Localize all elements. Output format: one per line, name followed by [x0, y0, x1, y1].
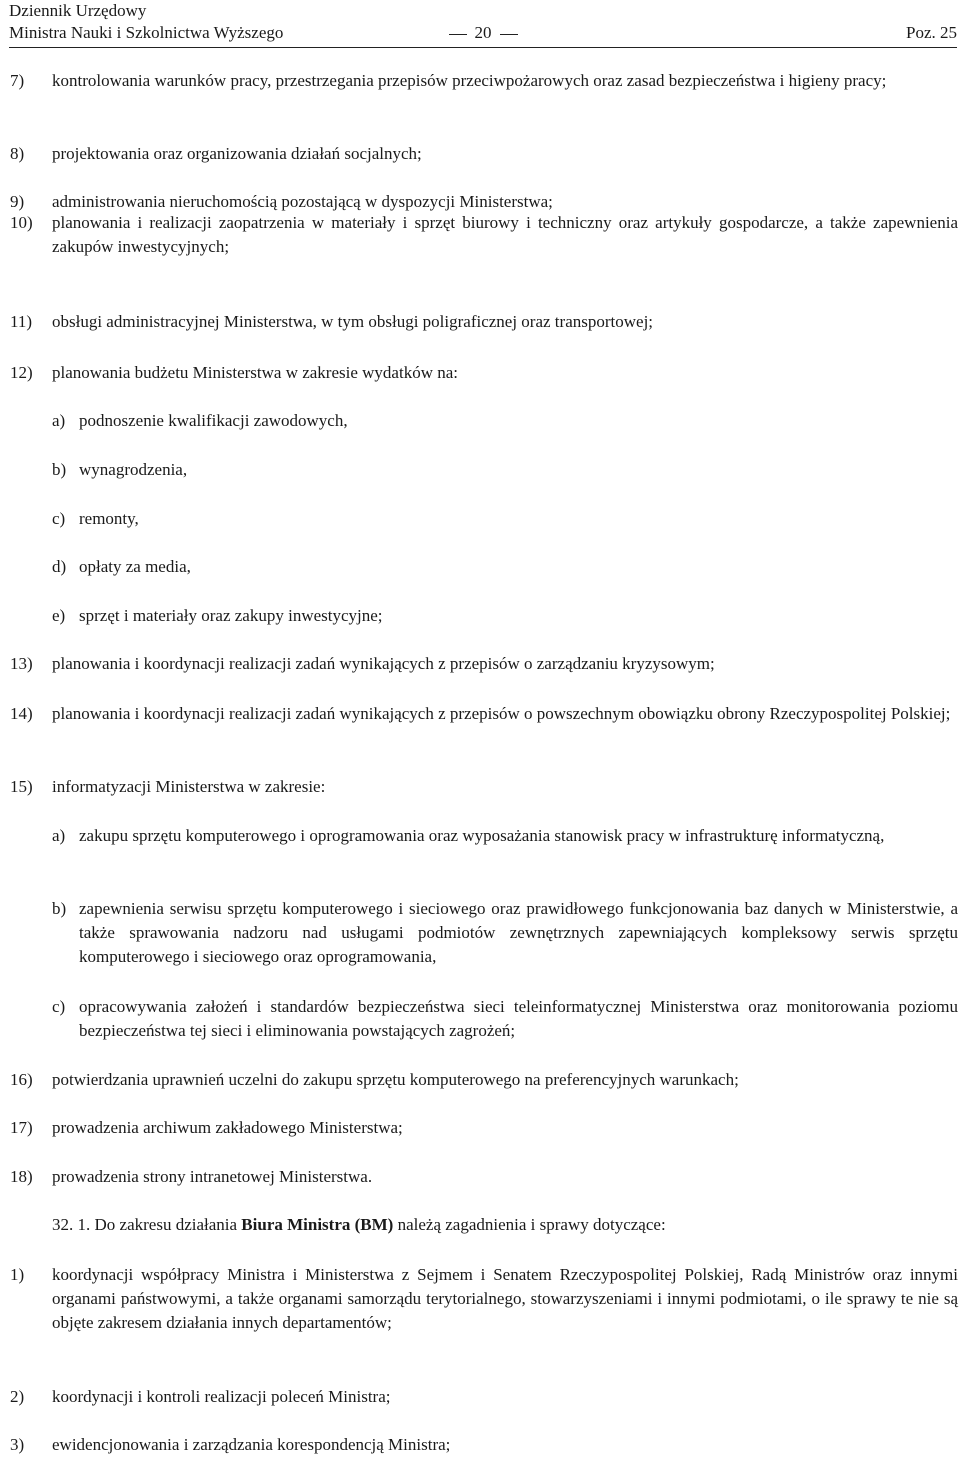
- page-number: [9, 21, 957, 45]
- item-text: planowania i koordynacji realizacji zadań wynikających z przepisów o powszechnym obowiązku obrony Rzeczypospolitej Polskiej;: [52, 704, 951, 723]
- item-number: 16): [10, 1070, 33, 1089]
- item-text: planowania budżetu Ministerstwa w zakresie wydatków na:: [52, 363, 458, 382]
- item-text: informatyzacji Ministerstwa w zakresie:: [52, 777, 326, 796]
- item-number: 1): [10, 1265, 25, 1284]
- sub-list-item: [52, 824, 958, 848]
- sub-item-letter: a): [52, 411, 66, 430]
- sub-list-item: [52, 995, 958, 1043]
- item-number: 10): [10, 213, 33, 232]
- item-text: prowadzenia archiwum zakładowego Ministerstwa;: [52, 1118, 403, 1137]
- sub-item-letter: e): [52, 606, 66, 625]
- list-item: [10, 1263, 958, 1335]
- sub-list-item: [52, 458, 958, 482]
- item-number: 18): [10, 1167, 33, 1186]
- sub-list-item: [52, 897, 958, 969]
- item-number: 11): [10, 312, 33, 331]
- sub-item-letter: a): [52, 826, 66, 845]
- list-item: [10, 775, 958, 799]
- list-item: [10, 652, 958, 676]
- item-text: prowadzenia strony intranetowej Ministerstwa.: [52, 1167, 373, 1186]
- item-text: koordynacji współpracy Ministra i Ministerstwa z Sejmem i Senatem Rzeczypospolitej Polskiej, Radą Ministrów oraz innymi organami państwowymi, a także organami samorządu terytorialnego, stowarzyszeniami i innymi podmiotami, o ile sprawy te nie są objęte zakresem działania innych departamentów;: [52, 1265, 958, 1332]
- sub-item-text: remonty,: [79, 509, 139, 528]
- sub-item-letter: b): [52, 899, 67, 918]
- item-text: koordynacji i kontroli realizacji poleceń Ministra;: [52, 1387, 391, 1406]
- journal-title: Dziennik Urzędowy: [9, 1, 147, 20]
- list-item: [10, 1433, 958, 1457]
- sub-item-text: podnoszenie kwalifikacji zawodowych,: [79, 411, 348, 430]
- list-item: [10, 69, 958, 93]
- position-number: Poz. 25: [906, 23, 957, 42]
- sub-item-letter: d): [52, 557, 67, 576]
- item-text: planowania i koordynacji realizacji zadań wynikających z przepisów o zarządzaniu kryzysowym;: [52, 654, 715, 673]
- section-32-suffix: należą zagadnienia i sprawy dotyczące:: [393, 1215, 666, 1234]
- sub-item-letter: c): [52, 997, 66, 1016]
- list-item: [10, 361, 958, 385]
- item-number: 7): [10, 71, 25, 90]
- journal-subtitle: Ministra Nauki i Szkolnictwa Wyższego: [9, 23, 284, 42]
- item-number: 9): [10, 192, 25, 211]
- list-item: [10, 1385, 958, 1409]
- office-name: Biura Ministra (BM): [241, 1215, 394, 1234]
- item-text: potwierdzania uprawnień uczelni do zakupu sprzętu komputerowego na preferencyjnych warunkach;: [52, 1070, 739, 1089]
- item-text: projektowania oraz organizowania działań socjalnych;: [52, 144, 422, 163]
- item-number: 15): [10, 777, 33, 796]
- sub-item-letter: c): [52, 509, 66, 528]
- sub-list-item: [52, 555, 958, 579]
- item-number: 3): [10, 1435, 25, 1454]
- sub-item-text: zapewnienia serwisu sprzętu komputerowego i sieciowego oraz prawidłowego funkcjonowania baz danych w Ministerstwie, a także sprawowania nadzoru nad usługami podmiotów zewnętrznych zapewniających kompleksowy serwis sprzętu komputerowego i sieciowego oraz oprogramowania,: [79, 899, 958, 966]
- item-text: ewidencjonowania i zarządzania korespondencją Ministra;: [52, 1435, 451, 1454]
- section-32-intro: [52, 1213, 958, 1237]
- sub-item-text: wynagrodzenia,: [79, 460, 188, 479]
- list-item: [10, 702, 958, 726]
- item-number: 13): [10, 654, 33, 673]
- list-item: [10, 1116, 958, 1140]
- sub-list-item: [52, 409, 958, 433]
- section-32-prefix: 32. 1. Do zakresu działania: [52, 1215, 242, 1234]
- header-rule: [9, 47, 957, 48]
- page-number-value: 20: [474, 23, 492, 42]
- sub-item-text: zakupu sprzętu komputerowego i oprogramowania oraz wyposażania stanowisk pracy w infrastrukturę informatyczną,: [79, 826, 885, 845]
- list-item: [10, 142, 958, 166]
- item-number: 2): [10, 1387, 25, 1406]
- sub-item-text: opracowywania założeń i standardów bezpieczeństwa sieci teleinformatycznej Ministerstwa oraz monitorowania poziomu bezpieczeństwa tej sieci i eliminowania powstających zagrożeń;: [79, 997, 958, 1040]
- sub-item-letter: b): [52, 460, 67, 479]
- sub-list-item: [52, 507, 958, 531]
- list-item: [10, 310, 958, 334]
- item-number: 17): [10, 1118, 33, 1137]
- list-item: [10, 211, 958, 259]
- sub-list-item: [52, 604, 958, 628]
- item-text: administrowania nieruchomością pozostającą w dyspozycji Ministerstwa;: [52, 192, 553, 211]
- list-item: [10, 1165, 958, 1189]
- item-number: 12): [10, 363, 33, 382]
- sub-item-text: opłaty za media,: [79, 557, 191, 576]
- list-item: [10, 1068, 958, 1092]
- page-header: [9, 0, 957, 44]
- item-text: planowania i realizacji zaopatrzenia w materiały i sprzęt biurowy i techniczny oraz artykuły gospodarcze, a także zapewnienia zakupów inwestycyjnych;: [52, 213, 958, 256]
- item-number: 14): [10, 704, 33, 723]
- item-number: 8): [10, 144, 25, 163]
- sub-item-text: sprzęt i materiały oraz zakupy inwestycyjne;: [79, 606, 383, 625]
- item-text: obsługi administracyjnej Ministerstwa, w tym obsługi poligraficznej oraz transportowej;: [52, 312, 654, 331]
- item-text: kontrolowania warunków pracy, przestrzegania przepisów przeciwpożarowych oraz zasad bezpieczeństwa i higieny pracy;: [52, 71, 887, 90]
